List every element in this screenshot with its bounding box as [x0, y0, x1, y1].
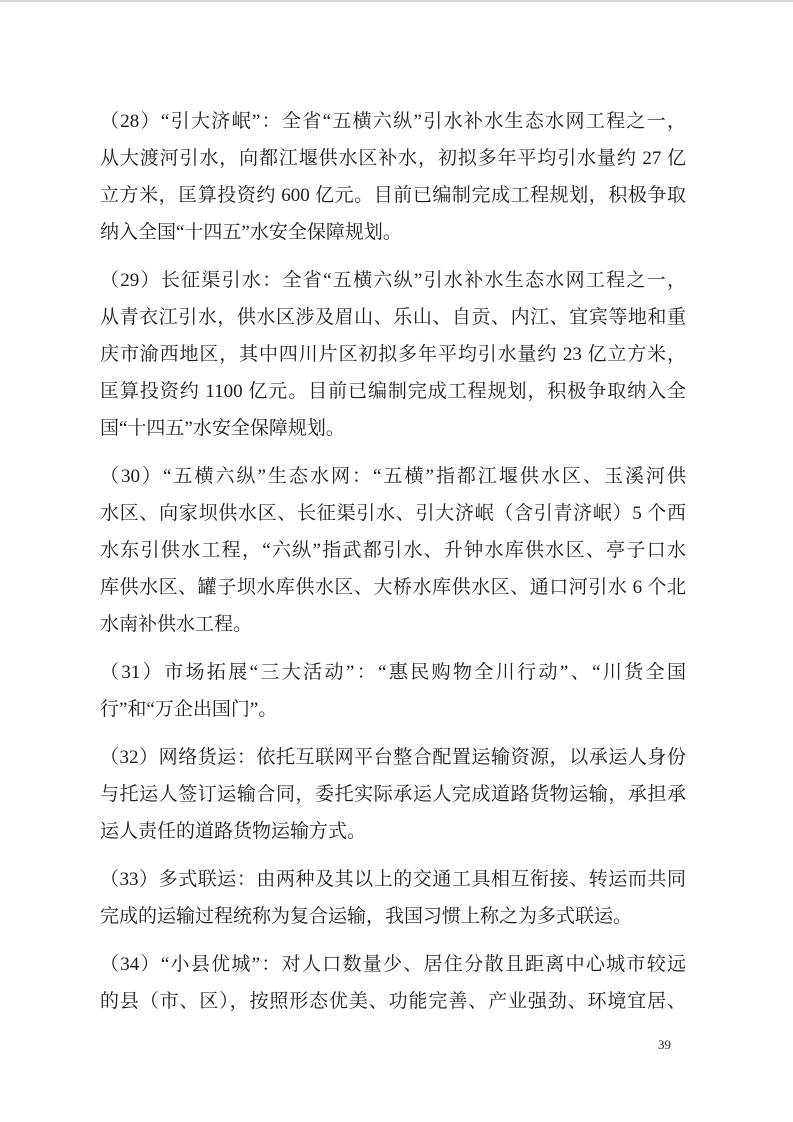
text-line: 从青衣江引水，供水区涉及眉山、乐山、自贡、内江、宜宾等地和重 — [100, 307, 686, 328]
document-body — [100, 103, 686, 1031]
text-line: （29）长征渠引水：全省“五横六纵”引水补水生态水网工程之一， — [100, 270, 686, 291]
text-line: 水南补供水工程。 — [100, 614, 253, 635]
text-line: 库供水区、罐子坝水库供水区、大桥水库供水区、通口河引水 6 个北 — [100, 577, 686, 598]
text-line: 从大渡河引水，向都江堰供水区补水，初拟多年平均引水量约 27 亿 — [100, 148, 686, 169]
text-line: 运人责任的道路货物运输方式。 — [100, 821, 367, 842]
text-line: （32）网络货运：依托互联网平台整合配置运输资源，以承运人身份 — [100, 747, 686, 768]
scan-edge-line — [0, 0, 793, 2]
text-line: （34）“小县优城”：对人口数量少、居住分散且距离中心城市较远 — [100, 954, 686, 975]
page-number: 39 — [658, 1037, 671, 1052]
paragraph-28 — [100, 103, 686, 251]
text-line: 水区、向家坝供水区、长征渠引水、引大济岷（含引青济岷）5 个西 — [100, 503, 686, 524]
paragraph-29 — [100, 262, 686, 447]
text-line: 水东引供水工程，“六纵”指武都引水、升钟水库供水区、亭子口水 — [100, 540, 686, 561]
text-line: 庆市渝西地区，其中四川片区初拟多年平均引水量约 23 亿立方米， — [100, 344, 686, 365]
paragraph-31 — [100, 654, 686, 728]
text-line: 立方米，匡算投资约 600 亿元。目前已编制完成工程规划，积极争取 — [100, 185, 686, 206]
text-line: （28）“引大济岷”：全省“五横六纵”引水补水生态水网工程之一， — [100, 111, 686, 132]
text-line: 与托运人签订运输合同，委托实际承运人完成道路货物运输，承担承 — [100, 784, 686, 805]
text-line: 国“十四五”水安全保障规划。 — [100, 418, 345, 439]
text-line: 纳入全国“十四五”水安全保障规划。 — [100, 222, 402, 243]
paragraph-34 — [100, 946, 686, 1020]
text-line: （31）市场拓展“三大活动”：“惠民购物全川行动”、“川货全国 — [100, 662, 686, 683]
paragraph-33 — [100, 861, 686, 935]
text-line: 匡算投资约 1100 亿元。目前已编制完成工程规划，积极争取纳入全 — [100, 381, 686, 402]
text-line: （30）“五横六纵”生态水网：“五横”指都江堰供水区、玉溪河供 — [100, 466, 686, 487]
text-line: 的县（市、区），按照形态优美、功能完善、产业强劲、环境宜居、 — [100, 991, 686, 1012]
paragraph-30 — [100, 458, 686, 643]
text-line: 完成的运输过程统称为复合运输，我国习惯上称之为多式联运。 — [100, 906, 633, 927]
paragraph-32 — [100, 739, 686, 850]
text-line: 行”和“万企出国门”。 — [100, 699, 278, 720]
text-line: （33）多式联运：由两种及其以上的交通工具相互衔接、转运而共同 — [100, 869, 686, 890]
